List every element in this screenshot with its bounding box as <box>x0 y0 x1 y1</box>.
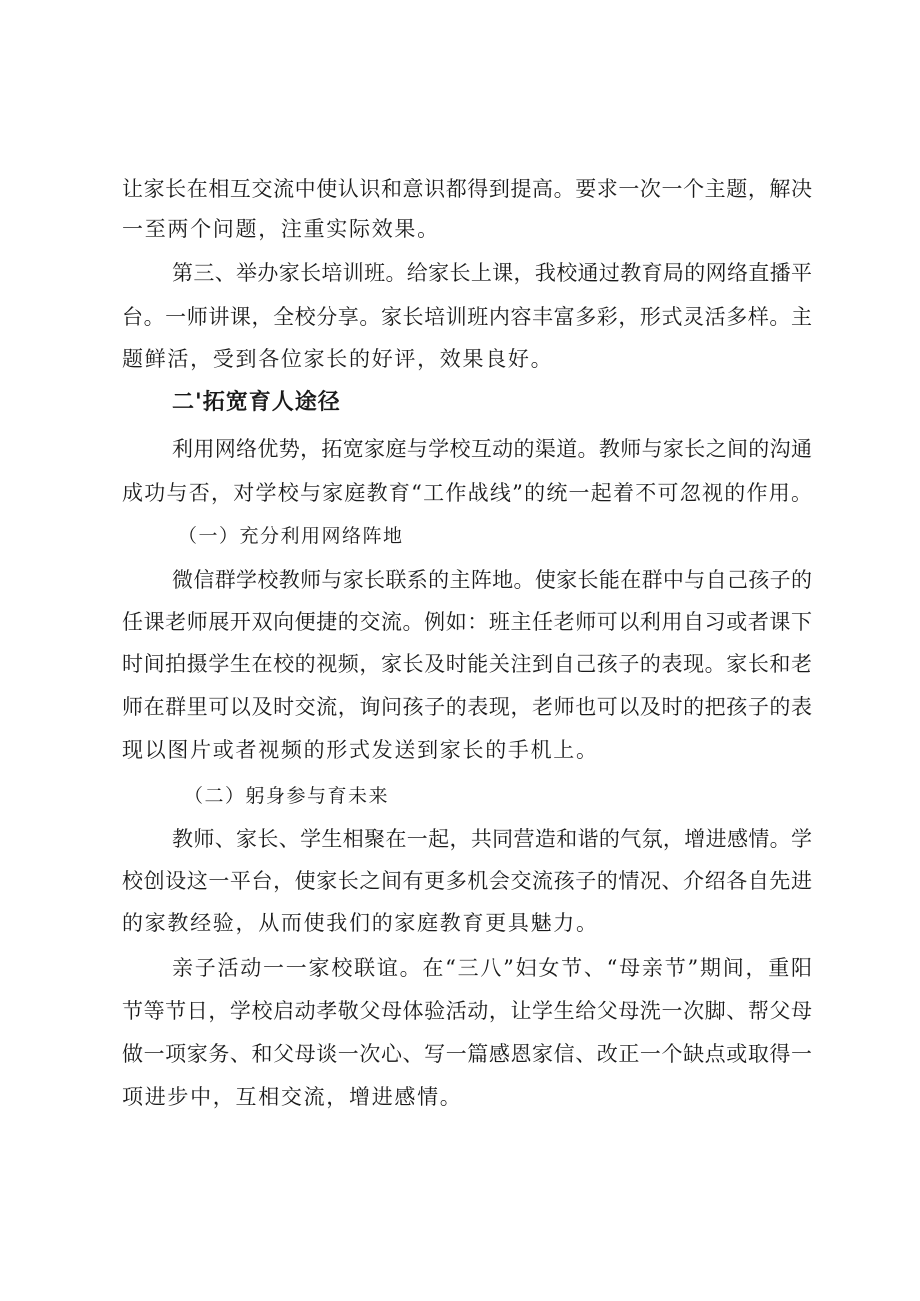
paragraph-4-line-1: 微信群学校教师与家长联系的主阵地。使家长能在群中与自己孩子的 <box>172 568 812 592</box>
paragraph-2-line-1: 第三、举办家长培训班。给家长上课，我校通过教育局的网络直播平 <box>172 261 812 285</box>
paragraph-6-line-3: 做一项家务、和父母谈一次心、写一篇感恩家信、改正一个缺点或取得一 <box>122 1042 812 1066</box>
paragraph-4-line-5: 现以图片或者视频的形式发送到家长的手机上。 <box>122 738 599 762</box>
subheading-1: （一）充分利用网络阵地 <box>178 525 404 547</box>
paragraph-3-line-2: 成功与否，对学校与家庭教育“工作战线”的统一起着不可忽视的作用。 <box>122 481 812 505</box>
paragraph-2-line-2: 台。一师讲课，全校分享。家长培训班内容丰富多彩，形式灵活多样。主 <box>122 305 812 329</box>
paragraph-4-line-4: 师在群里可以及时交流，询问孩子的表现，老师也可以及时的把孩子的表 <box>122 695 812 719</box>
paragraph-5-line-3: 的家教经验，从而使我们的家庭教育更具魅力。 <box>122 911 599 935</box>
paragraph-1-line-1: 让家长在相互交流中使认识和意识都得到提高。要求一次一个主题，解决 <box>122 177 812 201</box>
paragraph-6-line-2: 节等节日，学校启动孝敬父母体验活动，让学生给父母洗一次脚、帮父母 <box>122 999 812 1023</box>
paragraph-4-line-3: 时间拍摄学生在校的视频，家长及时能关注到自己孩子的表现。家长和老 <box>122 652 812 676</box>
paragraph-6-line-4: 项进步中，互相交流，增进感情。 <box>122 1085 463 1109</box>
paragraph-3-line-1: 利用网络优势，拓宽家庭与学校互动的渠道。教师与家长之间的沟通 <box>172 437 812 461</box>
paragraph-4-line-2: 任课老师展开双向便捷的交流。例如：班主任老师可以利用自习或者课下 <box>122 610 812 634</box>
paragraph-5-line-2: 校创设这一平台，使家长之间有更多机会交流孩子的情况、介绍各自先进 <box>122 869 812 893</box>
paragraph-6-line-1: 亲子活动一一家校联谊。在“三八”妇女节、“母亲节”期间，重阳 <box>172 956 812 980</box>
section-heading: 二'拓宽育人途径 <box>172 390 341 415</box>
paragraph-2-line-3: 题鲜活，受到各位家长的好评，效果良好。 <box>122 347 554 371</box>
paragraph-5-line-1: 教师、家长、学生相聚在一起，共同营造和谐的气氛，增进感情。学 <box>172 827 812 851</box>
subheading-2: （二）躬身参与育未来 <box>184 785 390 807</box>
paragraph-1-line-2: 一至两个问题，注重实际效果。 <box>122 217 440 241</box>
